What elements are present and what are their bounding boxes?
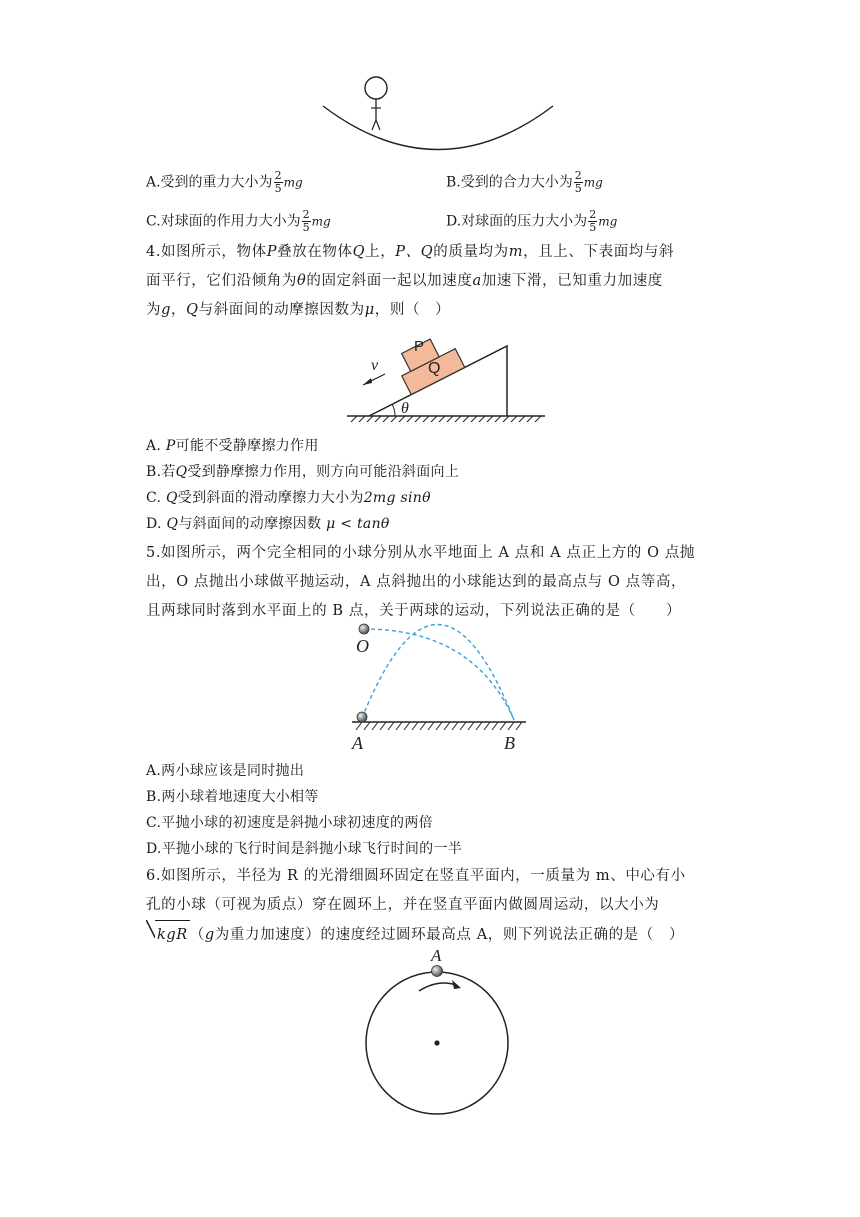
q5-option-c: C.平抛小球的初速度是斜抛小球初速度的两倍 — [146, 815, 433, 831]
label-b: B — [504, 733, 515, 753]
q4-option-d: D. Q与斜面间的动摩擦因数 μ < tanθ — [146, 516, 390, 532]
velocity-label: v — [371, 357, 379, 374]
ball-top — [432, 966, 443, 977]
q3-option-b: B.受到的合力大小为 $\frac{2}{5}$ mg — [446, 169, 603, 195]
q5-stem — [146, 539, 726, 626]
q4-line-3: 为g，Q与斜面间的动摩擦因数为μ，则（ ） — [146, 302, 451, 318]
ball-a — [357, 712, 367, 722]
oblique-trajectory — [362, 624, 514, 720]
q6-line-1: 6.如图所示，半径为 R 的光滑细圆环固定在竖直平面内，一质量为 m、中心有小 — [146, 868, 686, 884]
label-a-top: A — [431, 946, 442, 965]
q3-option-a: A.受到的重力大小为 $\frac{2}{5}$ mg — [146, 169, 303, 195]
q6-stem — [146, 862, 726, 950]
horizontal-trajectory — [364, 629, 514, 720]
person-head — [365, 77, 387, 99]
label-o: O — [356, 636, 369, 656]
q5-line-3: 且两球同时落到水平面上的 B 点，关于两球的运动，下列说法正确的是（ ） — [146, 603, 682, 619]
theta-label: θ — [401, 400, 409, 417]
label-a: A — [352, 733, 363, 753]
q5-option-b: B.两小球着地速度大小相等 — [146, 789, 319, 805]
ring-figure — [362, 946, 512, 1118]
bowl-person-figure — [318, 68, 558, 158]
q4-line-2: 面平行，它们沿倾角为θ的固定斜面一起以加速度a加速下滑，已知重力加速度 — [146, 273, 663, 289]
q6-line-3: kgR （g为重力加速度）的速度经过圆环最高点 A，则下列说法正确的是（ ） — [146, 920, 726, 950]
q3-option-d: D.对球面的压力大小为 $\frac{2}{5}$ mg — [446, 208, 618, 234]
q5-line-2: 出，O 点抛出小球做平抛运动，A 点斜抛出的小球能达到的最高点与 O 点等高， — [146, 574, 687, 590]
projectile-figure — [344, 620, 530, 754]
q4-stem — [146, 238, 726, 325]
q4-option-c: C. Q受到斜面的滑动摩擦力大小为2mg sinθ — [146, 490, 431, 506]
bowl-curve — [323, 106, 553, 150]
block-q-label: Q — [428, 360, 441, 377]
q4-option-b: B.若Q受到静摩擦力作用，则方向可能沿斜面向上 — [146, 464, 460, 480]
q5-option-a: A.两小球应该是同时抛出 — [146, 763, 305, 779]
q5-option-d: D.平抛小球的飞行时间是斜抛小球飞行时间的一半 — [146, 841, 463, 857]
q5-line-1: 5.如图所示，两个完全相同的小球分别从水平地面上 A 点和 A 点正上方的 O 点抛 — [146, 545, 696, 561]
q6-line-2: 孔的小球（可视为质点）穿在圆环上，并在竖直平面内做圆周运动，以大小为 — [146, 897, 660, 913]
motion-arrow-arc — [419, 983, 456, 991]
ball-o — [359, 624, 369, 634]
incline-blocks-figure — [345, 326, 550, 426]
q4-option-a: A. P可能不受静摩擦力作用 — [146, 438, 319, 454]
q3-option-c: C.对球面的作用力大小为 $\frac{2}{5}$ mg — [146, 208, 331, 234]
theta-arc — [392, 404, 395, 416]
q4-line-1: 4.如图所示，物体P叠放在物体Q上，P、Q的质量均为m，且上、下表面均与斜 — [146, 244, 675, 260]
sqrt-kgR: kgR — [155, 920, 190, 950]
ring-center — [434, 1040, 439, 1045]
block-p-label: P — [414, 338, 425, 355]
